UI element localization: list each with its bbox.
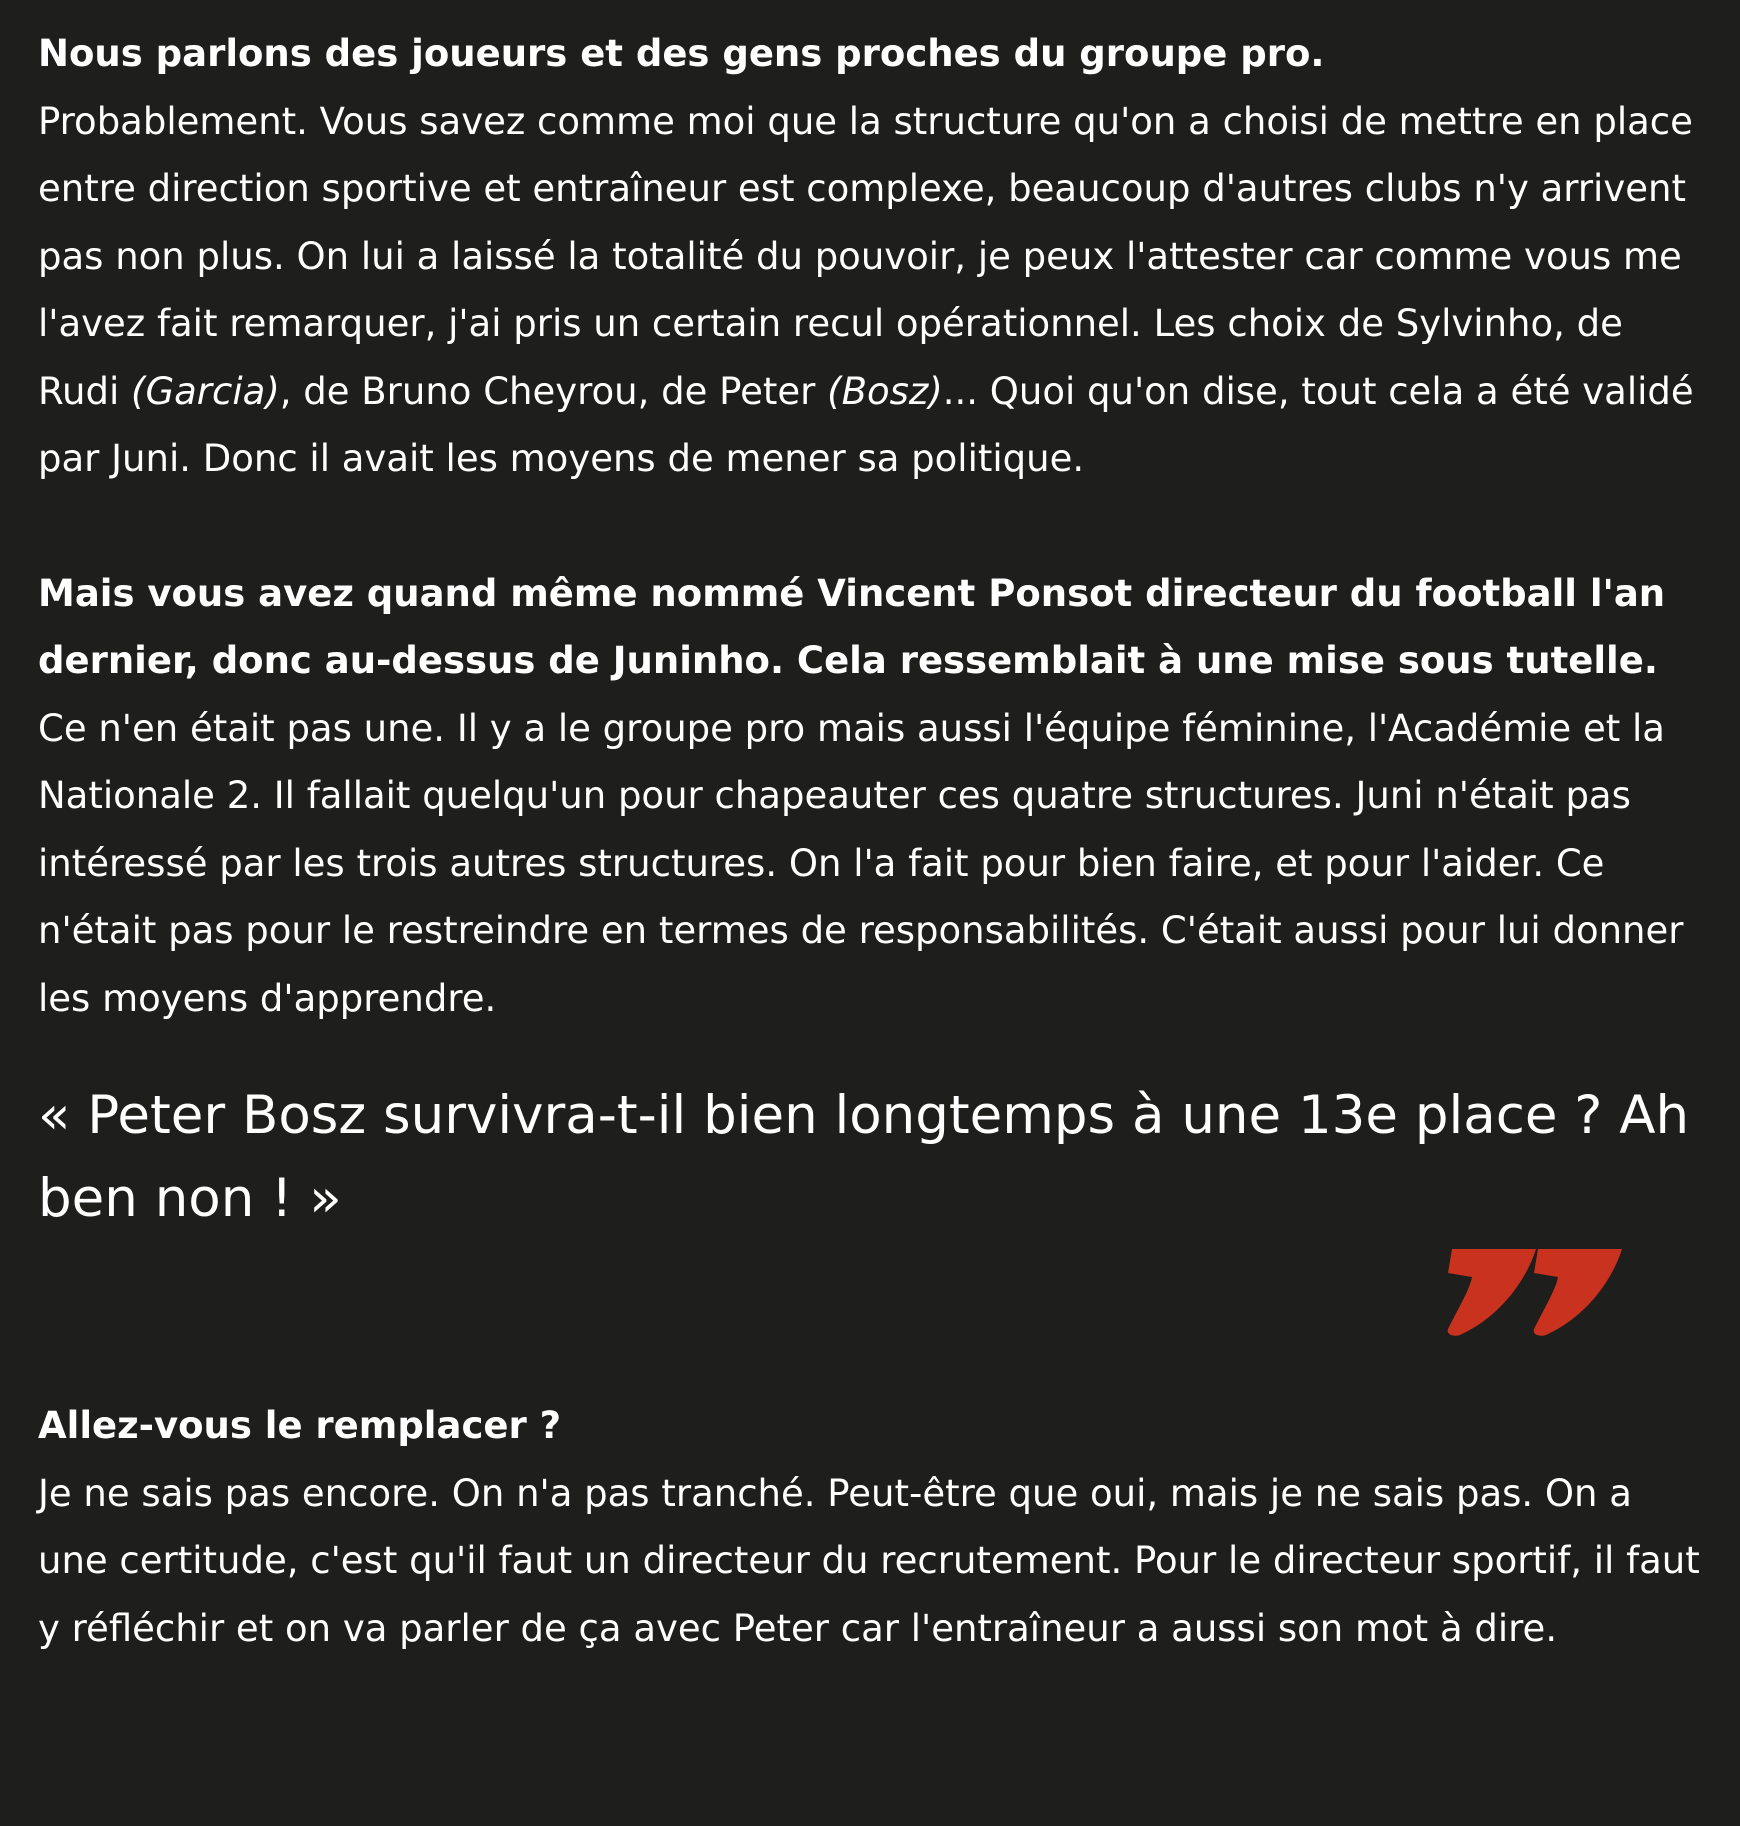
answer-text: ... Quoi qu'on dise, tout cela a été validé par Juni. Donc il avait les moyens de mener sa politique. — [38, 369, 1694, 480]
interview-answer — [38, 88, 1702, 493]
answer-aside: (Garcia) — [131, 369, 280, 413]
interview-answer: Ce n'en était pas une. Il y a le groupe pro mais aussi l'équipe féminine, l'Académie et la Nationale 2. Il fallait quelqu'un pour chapeauter ces quatre structures. Juni n'était pas intéressé par les trois autres structures. On l'a fait pour bien faire, et pour l'aider. Ce n'était pas pour le restreindre en termes de responsabilités. C'était aussi pour lui donner les moyens d'apprendre. — [38, 706, 1684, 1020]
pull-quote: « Peter Bosz survivra-t-il bien longtemps à une 13e place ? Ah ben non ! » — [38, 1085, 1690, 1229]
answer-text: Probablement. Vous savez comme moi que la structure qu'on a choisi de mettre en place entre direction sportive et entraîneur est complexe, beaucoup d'autres clubs n'y arrivent pas non plus. On lui a laissé la totalité du pouvoir, je peux l'attester car comme vous me l'avez fait remarquer, j'ai pris un certain recul opérationnel. Les choix de Sylvinho, de Rudi — [38, 99, 1693, 413]
interview-question: Allez-vous le remplacer ? — [38, 1404, 562, 1447]
pull-quote-decoration — [38, 1240, 1702, 1390]
qa-block-2 — [38, 560, 1702, 1033]
interview-question: Nous parlons des joueurs et des gens proches du groupe pro. — [38, 32, 1325, 75]
answer-text: , de Bruno Cheyrou, de Peter — [279, 369, 828, 413]
interview-answer: Je ne sais pas encore. On n'a pas tranché. Peut-être que oui, mais je ne sais pas. On a une certitude, c'est qu'il faut un directeur du recrutement. Pour le directeur sportif, il faut y réfléchir et on va parler de ça avec Peter car l'entraîneur a aussi son mot à dire. — [38, 1471, 1700, 1650]
answer-aside: (Bosz) — [827, 369, 943, 413]
closing-quote-icon — [1444, 1245, 1622, 1337]
qa-block-1 — [38, 20, 1702, 493]
interview-question: Mais vous avez quand même nommé Vincent Ponsot directeur du football l'an dernier, donc au-dessus de Juninho. Cela ressemblait à une mise sous tutelle. — [38, 571, 1666, 682]
qa-block-3 — [38, 1392, 1702, 1662]
